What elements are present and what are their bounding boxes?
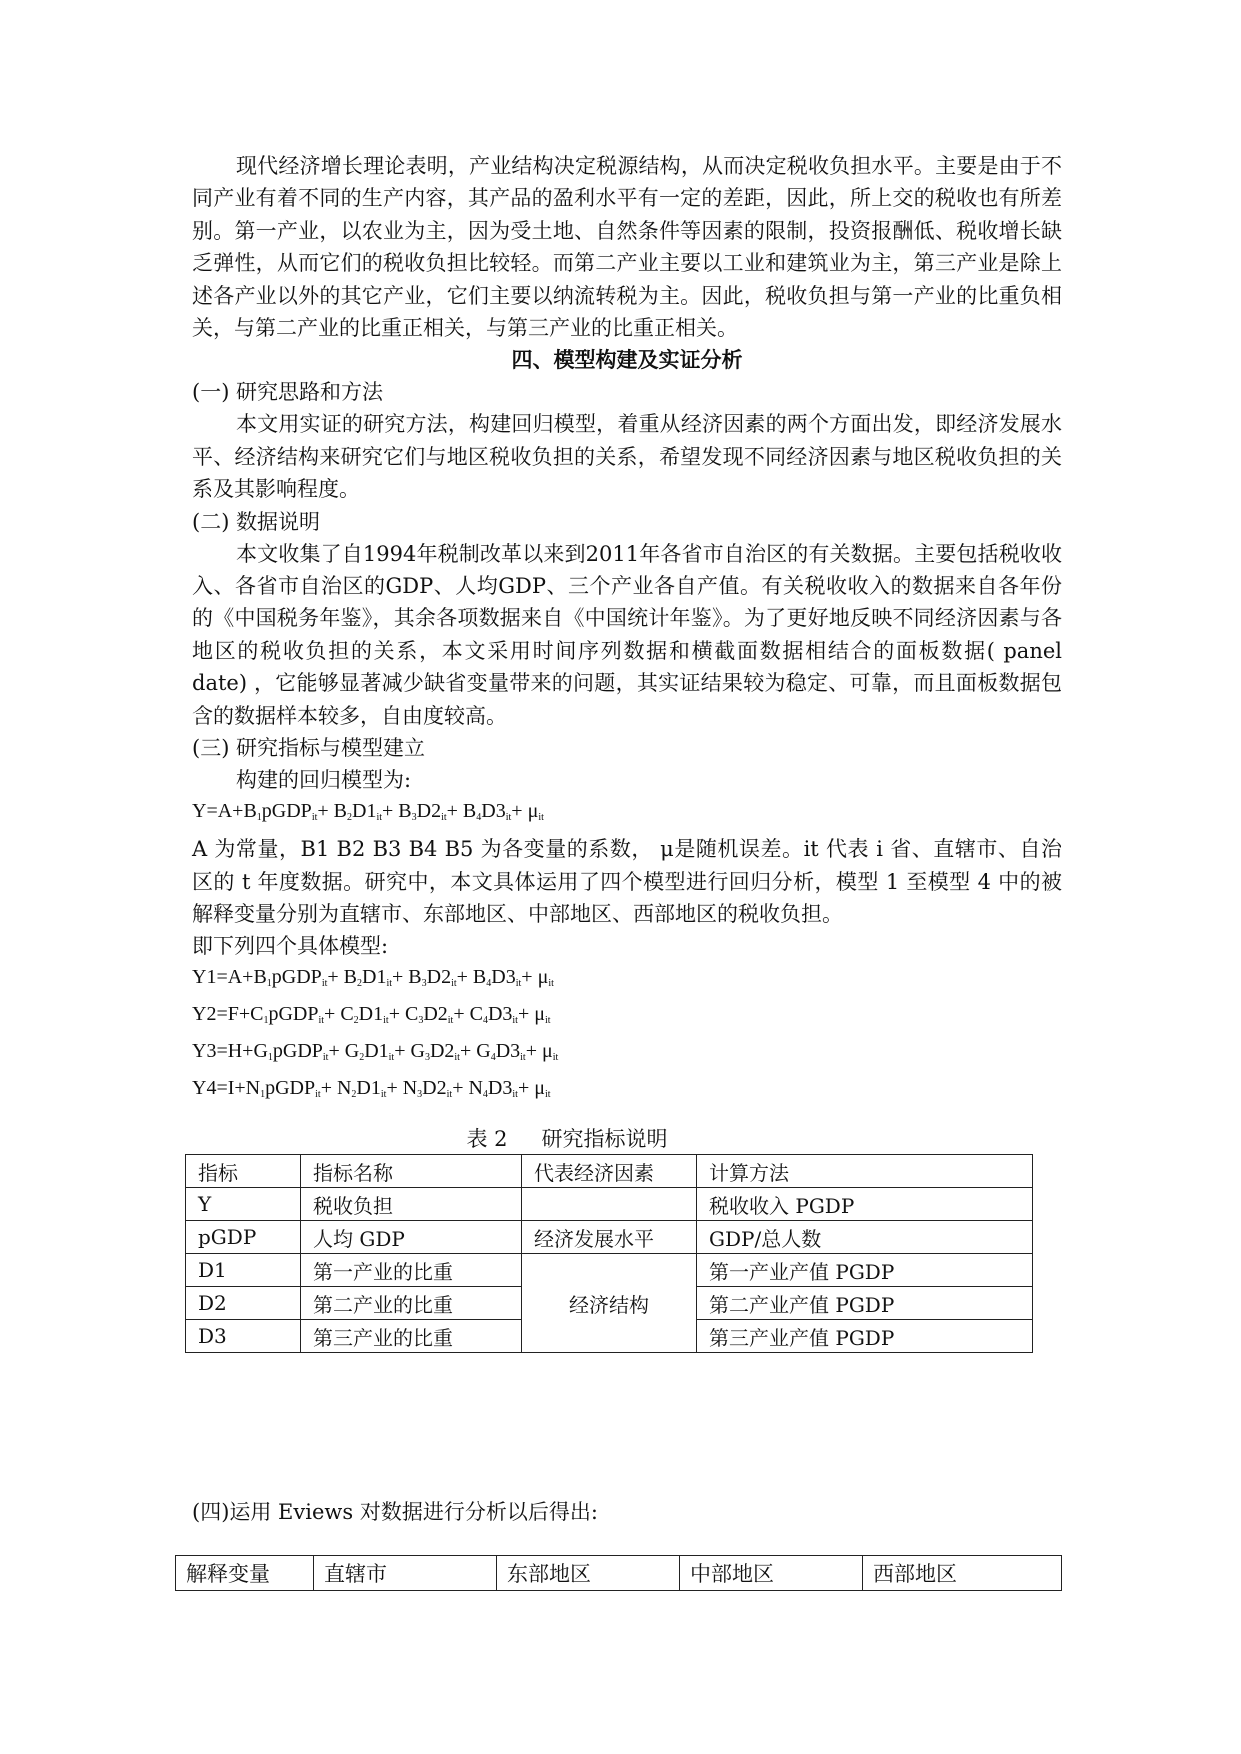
table-header-cell: 指标名称 — [301, 1155, 522, 1188]
formula-general: $Y=A+B_1pGDP_{it}+ B_2D1_{it}+ B_3D2_{it}+ B_4D3_{it}+ \mu_{it}$ — [192, 800, 544, 824]
table-cell: 人均 GDP — [301, 1221, 522, 1254]
table-cell: GDP/总人数 — [697, 1221, 1033, 1254]
subsection-4-title: (四)运用 Eviews 对数据进行分析以后得出: — [192, 1500, 598, 1524]
table-header-cell: 直辖市 — [314, 1556, 497, 1591]
table-header-cell: 东部地区 — [497, 1556, 680, 1591]
four-models-intro: 即下列四个具体模型: — [192, 934, 389, 959]
table-header-cell: 解释变量 — [176, 1556, 314, 1591]
formula-model-1: $Y1=A+B_1pGDP_{it}+ B_2D1_{it}+ B_3D2_{it}+ B_4D3_{it}+ \mu_{it}$ — [192, 966, 554, 990]
table-cell: 经济发展水平 — [522, 1221, 697, 1254]
table-row — [186, 1188, 1033, 1221]
table-header-cell: 西部地区 — [863, 1556, 1062, 1591]
table-2 — [185, 1154, 1033, 1353]
model-explanation: A 为常量，B1 B2 B3 B4 B5 为各变量的系数， μ是随机误差。it 代表 i 省、直辖市、自治区的 t 年度数据。研究中，本文具体运用了四个模型进行回归分析，模型 1 至模型 4 中的被解释变量分别为直辖市、东部地区、中部地区、西部地区的税收负担。 — [192, 837, 1062, 926]
section-heading: 四、模型构建及实证分析 — [511, 347, 743, 373]
table-2-caption — [192, 1124, 1062, 1154]
subsection-3-title: (三) 研究指标与模型建立 — [192, 736, 426, 761]
formula-model-2: $Y2=F+C_1pGDP_{it}+ C_2D1_{it}+ C_3D2_{it}+ C_4D3_{it}+ \mu_{it}$ — [192, 1003, 551, 1027]
subsection-2-title: (二) 数据说明 — [192, 509, 321, 534]
subsection-1-title: (一) 研究思路和方法 — [192, 380, 384, 405]
subsection-1-paragraph: 本文用实证的研究方法，构建回归模型，着重从经济因素的两个方面出发，即经济发展水平、经济结构来研究它们与地区税收负担的关系，希望发现不同经济因素与地区税收负担的关系及其影响程度。 — [192, 412, 1062, 502]
table-2-header-row — [186, 1155, 1033, 1188]
subsection-2-paragraph: 本文收集了自1994年税制改革以来到2011年各省市自治区的有关数据。主要包括税收收入、各省市自治区的GDP、人均GDP、三个产业各自产值。有关税收收入的数据来自各年份的《中国税务年鉴》，其余各项数据来自《中国统计年鉴》。为了更好地反映不同经济因素与各地区的税收负担的关系，本文采用时间序列数据和横截面数据相结合的面板数据( panel date) ，它能够显著减少缺省变量带来的问题，其实证结果较为稳定、可靠，而且面板数据包含的数据样本较多，自由度较高。 — [192, 541, 1062, 728]
table-cell: 第一产业产值 PGDP — [697, 1254, 1033, 1287]
table-row — [186, 1221, 1033, 1254]
model-intro: 构建的回归模型为: — [236, 768, 412, 793]
table-3-header-row — [176, 1556, 1062, 1591]
table-cell: 第三产业的比重 — [301, 1320, 522, 1353]
table-cell: D2 — [186, 1287, 301, 1320]
formula-model-3: $Y3=H+G_1pGDP_{it}+ G_2D1_{it}+ G_3D2_{it}+ G_4D3_{it}+ \mu_{it}$ — [192, 1040, 559, 1064]
table-cell: Y — [186, 1188, 301, 1221]
table-cell: D1 — [186, 1254, 301, 1287]
page-body — [192, 150, 1062, 1353]
table-2-number: 表 2 — [466, 1127, 508, 1152]
table-header-cell: 指标 — [186, 1155, 301, 1188]
table-header-cell: 代表经济因素 — [522, 1155, 697, 1188]
table-cell: 第三产业产值 PGDP — [697, 1320, 1033, 1353]
table-cell: 税收收入 PGDP — [697, 1188, 1033, 1221]
table-row — [186, 1254, 1033, 1287]
table-cell — [522, 1188, 697, 1221]
table-cell: 第二产业的比重 — [301, 1287, 522, 1320]
intro-paragraph: 现代经济增长理论表明，产业结构决定税源结构，从而决定税收负担水平。主要是由于不同产业有着不同的生产内容，其产品的盈利水平有一定的差距，因此，所上交的税收也有所差别。第一产业，以农业为主，因为受土地、自然条件等因素的限制，投资报酬低、税收增长缺乏弹性，从而它们的税收负担比较轻。而第二产业主要以工业和建筑业为主，第三产业是除上述各产业以外的其它产业，它们主要以纳流转税为主。因此，税收负担与第一产业的比重负相关，与第二产业的比重正相关，与第三产业的比重正相关。 — [192, 154, 1062, 341]
table-3 — [175, 1555, 1062, 1591]
table-cell: 第二产业产值 PGDP — [697, 1287, 1033, 1320]
table-cell: 第一产业的比重 — [301, 1254, 522, 1287]
table-merged-cell: 经济结构 — [522, 1254, 697, 1353]
table-header-cell: 计算方法 — [697, 1155, 1033, 1188]
table-cell: pGDP — [186, 1221, 301, 1254]
table-header-cell: 中部地区 — [680, 1556, 863, 1591]
table-cell: D3 — [186, 1320, 301, 1353]
table-cell: 税收负担 — [301, 1188, 522, 1221]
formula-model-4: $Y4=I+N_1pGDP_{it}+ N_2D1_{it}+ N_3D2_{it}+ N_4D3_{it}+ \mu_{it}$ — [192, 1077, 551, 1101]
table-2-title: 研究指标说明 — [541, 1127, 668, 1152]
